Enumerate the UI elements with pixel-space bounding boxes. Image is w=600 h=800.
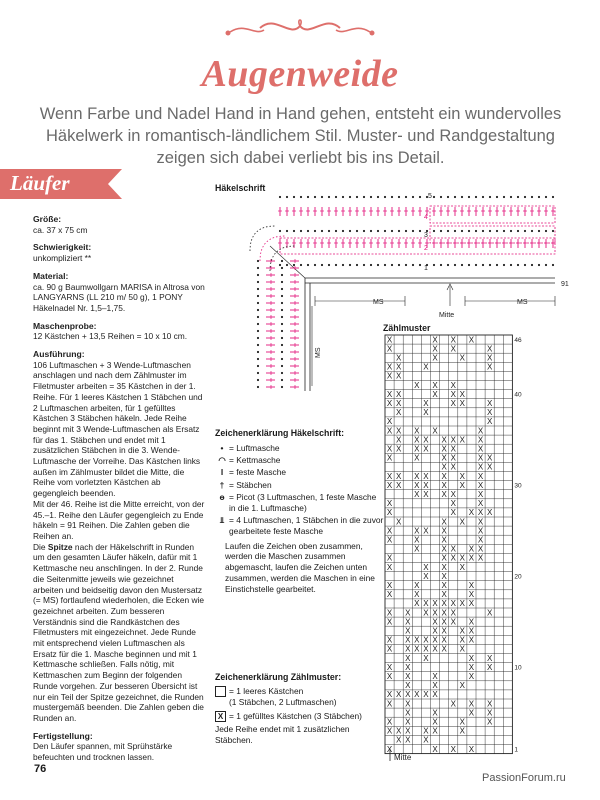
filled-cell: X xyxy=(477,453,484,463)
filled-cell: X xyxy=(386,617,393,627)
filled-cell: X xyxy=(432,626,438,636)
filled-cell: X xyxy=(432,426,438,436)
filled-cell: X xyxy=(386,417,393,427)
filled-cell: X xyxy=(414,581,420,590)
filled-cell: X xyxy=(405,699,411,709)
filled-cell: X xyxy=(414,690,420,700)
execution-paragraph-3: Die Spitze nach der Häkelschrift in Runden um den gesamten Läufer häkeln, dafür mit 1 Kettmasche neu anschlingen. In der 2. Runde die Seitenmitte jeweils wie gezeichnet arbeiten und beidseitig davon den Mustersatz (= MS) fortlaufend wiederholen, die Ecken wie gezeichnet arbeiten. Zum besseren Verständnis sind die Randkästchen des Filetmusters mit eingezeichnet. Jede Runde mit entsprechend vielen Luftmaschen als Ersatz für die 1. Masche beginnen und mit 1 Kettmasche schließen. Falls nötig, mit Kettmaschen zum Beginn der folgenden Runde vorgehen. Zur besseren Übersicht ist nur ein Teil der Spitze gezeichnet, die Runden mustergemäß beenden. Die Zahlen geben die Runden an. xyxy=(33,541,205,723)
filled-cell: X xyxy=(432,644,438,654)
filled-cell: X xyxy=(395,471,402,481)
count-chart-title: Zählmuster xyxy=(383,323,431,333)
filled-cell: X xyxy=(459,626,466,636)
filled-cell: X xyxy=(432,672,438,681)
ms-label-right: MS xyxy=(517,299,528,306)
filled-cell: X xyxy=(441,453,447,463)
filled-cell: X xyxy=(450,599,456,609)
filled-cell: X xyxy=(386,744,393,754)
filled-cell: X xyxy=(386,389,393,399)
count-row-label: 40 xyxy=(514,391,522,399)
filled-cell: X xyxy=(459,399,466,408)
filled-cell: X xyxy=(386,499,393,509)
count-row-label: 1 xyxy=(514,746,519,754)
filled-cell: X xyxy=(459,717,466,727)
filled-cell: X xyxy=(386,526,393,536)
filled-cell: X xyxy=(423,690,429,700)
filled-cell: X xyxy=(386,553,393,563)
filled-cell: X xyxy=(477,499,484,509)
filled-cell: X xyxy=(386,562,393,572)
count-row-label: 10 xyxy=(514,664,522,672)
filled-cell: X xyxy=(450,344,456,354)
filled-cell: X xyxy=(423,399,429,408)
filled-cell: X xyxy=(414,471,420,481)
filled-cell: X xyxy=(395,399,402,408)
filled-cell: X xyxy=(450,380,456,390)
watermark: PassionForum.ru xyxy=(482,772,566,784)
filled-cell: X xyxy=(423,490,429,499)
filled-cell: X xyxy=(423,362,429,372)
filled-cell: X xyxy=(459,635,466,645)
size-text: ca. 37 x 75 cm xyxy=(33,224,88,235)
filled-cell: X xyxy=(477,471,484,481)
filled-cell: X xyxy=(459,471,466,481)
filled-cell: X xyxy=(423,435,429,445)
round-label-4: 4 xyxy=(424,214,428,221)
filled-box-icon: X xyxy=(215,711,226,722)
filled-cell: X xyxy=(468,699,475,709)
filled-cell: X xyxy=(423,635,429,645)
crochet-chart-title: Häkelschrift xyxy=(215,183,266,193)
filled-cell: X xyxy=(486,662,493,672)
filled-cell: X xyxy=(486,608,493,618)
filled-cell: X xyxy=(477,553,484,563)
execution-heading: Ausführung: xyxy=(33,349,85,360)
difficulty-text: unkompliziert ** xyxy=(33,253,92,264)
filled-cell: X xyxy=(386,672,393,681)
filled-cell: X xyxy=(414,490,420,499)
filled-cell: X xyxy=(432,389,438,399)
filled-cell: X xyxy=(414,544,420,554)
filled-cell: X xyxy=(423,644,429,654)
filled-cell: X xyxy=(395,371,402,381)
filled-cell: X xyxy=(386,426,393,436)
count-legend-note: Jede Reihe endet mit 1 zusätzlichen Stäbchen. xyxy=(215,724,350,745)
filled-cell: X xyxy=(486,362,493,372)
empty-box-icon xyxy=(215,686,226,697)
finishing-text: Den Läufer spannen, mit Sprühstärke befeuchten und trocknen lassen. xyxy=(33,741,173,763)
filled-cell: X xyxy=(441,590,447,600)
filled-cell: X xyxy=(459,599,466,609)
filled-cell: X xyxy=(441,553,447,563)
filled-cell: X xyxy=(432,335,438,345)
instructions-column xyxy=(33,214,205,770)
filled-cell: X xyxy=(395,517,402,527)
filled-cell: X xyxy=(432,690,438,700)
filled-cell: X xyxy=(405,681,411,691)
material-text: ca. 90 g Baumwollgarn MARISA in Altrosa von LANGYARNS (LL 210 m/ 50 g), 1 PONY Häkelnadel Nr. 1,5–1,75. xyxy=(33,281,205,313)
filled-cell: X xyxy=(432,608,438,618)
intro-paragraph: Wenn Farbe und Nadel Hand in Hand gehen, entsteht ein wundervolles Häkelwerk in romantisch-ländlichem Stil. Muster- und Randgestaltung zeigen sich dabei verliebt bis ins Detail. xyxy=(39,105,562,167)
gauge-text: 12 Kästchen + 13,5 Reihen = 10 x 10 cm. xyxy=(33,331,188,342)
filled-cell: X xyxy=(395,426,402,436)
filled-cell: X xyxy=(405,735,411,745)
mitte-label: Mitte xyxy=(439,312,455,319)
filled-cell: X xyxy=(486,353,493,363)
filled-cell: X xyxy=(386,344,393,354)
filled-cell: X xyxy=(486,417,493,427)
filled-cell: X xyxy=(450,508,456,518)
double-crochet-icon: † xyxy=(219,479,225,490)
spitze-keyword: Spitze xyxy=(47,541,73,552)
count-legend-title: Zeichenerklärung Zählmuster: xyxy=(215,672,342,682)
crochet-legend xyxy=(215,428,385,595)
picot-icon: ɵ xyxy=(219,491,225,502)
count-row-label: 46 xyxy=(514,337,522,345)
filled-cell: X xyxy=(405,626,411,636)
filled-cell: X xyxy=(441,544,447,554)
filled-cell: X xyxy=(386,590,393,600)
filled-cell: X xyxy=(432,726,438,736)
filled-cell: X xyxy=(477,480,484,490)
filled-cell: X xyxy=(405,635,411,645)
filled-cell: X xyxy=(386,644,393,654)
filled-cell: X xyxy=(468,335,475,345)
filled-cell: X xyxy=(441,571,447,581)
filled-cell: X xyxy=(477,490,484,499)
filled-cell: X xyxy=(423,408,429,418)
filled-cell: X xyxy=(386,662,393,672)
filled-cell: X xyxy=(432,744,438,754)
filled-cell: X xyxy=(459,480,466,490)
filled-cell: X xyxy=(386,535,393,545)
filled-cell: X xyxy=(405,726,411,736)
filled-cell: X xyxy=(486,717,493,727)
filled-cell: X xyxy=(423,526,429,536)
filled-cell: X xyxy=(432,717,438,727)
filled-cell: X xyxy=(414,444,420,454)
row-label-91: 91 xyxy=(561,281,569,288)
filled-cell: X xyxy=(386,726,393,736)
filled-cell: X xyxy=(432,681,438,691)
filled-cell: X xyxy=(450,499,456,509)
ms-label-vertical: MS xyxy=(315,347,322,358)
filled-cell: X xyxy=(386,399,393,408)
filled-cell: X xyxy=(441,435,447,445)
filled-cell: X xyxy=(386,699,393,709)
round-label-1: 1 xyxy=(424,265,428,272)
filled-cell: X xyxy=(441,599,447,609)
filled-cell: X xyxy=(450,490,456,499)
filled-cell: X xyxy=(468,744,475,754)
filled-cell: X xyxy=(459,389,466,399)
filled-cell: X xyxy=(423,653,429,663)
filled-cell: X xyxy=(486,453,493,463)
filled-cell: X xyxy=(423,471,429,481)
filled-cell: X xyxy=(432,708,438,718)
flourish-ornament xyxy=(200,8,400,48)
finishing-heading: Fertigstellung: xyxy=(33,730,93,741)
filled-cell: X xyxy=(386,717,393,727)
filled-cell: X xyxy=(423,562,429,572)
filled-cell: X xyxy=(414,644,420,654)
filled-cell: X xyxy=(441,517,447,527)
filled-cell: X xyxy=(432,599,438,609)
filled-cell: X xyxy=(414,380,420,390)
count-legend xyxy=(215,672,380,746)
filled-cell: X xyxy=(423,571,429,581)
filled-cell: X xyxy=(405,608,411,618)
legend-filled-box: X = 1 gefülltes Kästchen (3 Stäbchen) xyxy=(215,711,380,722)
filled-cell: X xyxy=(441,535,447,545)
filled-cell: X xyxy=(423,726,429,736)
filled-cell: X xyxy=(450,699,456,709)
filled-cell: X xyxy=(468,672,475,681)
filled-cell: X xyxy=(395,444,402,454)
filled-cell: X xyxy=(468,544,475,554)
filled-cell: X xyxy=(386,508,393,518)
filled-cell: X xyxy=(450,544,456,554)
filled-cell: X xyxy=(477,426,484,436)
filled-cell: X xyxy=(395,726,402,736)
filled-cell: X xyxy=(386,635,393,645)
filled-cell: X xyxy=(459,553,466,563)
execution-paragraph-2: Mit der 46. Reihe ist die Mitte erreicht, von der 45.–1. Reihe den Läufer gegengleich zu Ende häkeln = 91 Reihen. Die Zahlen geben die Reihen an. xyxy=(33,498,205,541)
page-number: 76 xyxy=(34,763,47,775)
round-label-5: 5 xyxy=(428,193,432,200)
filled-cell: X xyxy=(395,480,402,490)
filled-cell: X xyxy=(441,626,447,636)
filled-cell: X xyxy=(450,335,456,345)
filled-cell: X xyxy=(468,626,475,636)
filled-cell: X xyxy=(405,717,411,727)
filled-cell: X xyxy=(395,362,402,372)
legend-empty-box: = 1 leeres Kästchen xyxy=(215,686,380,697)
filled-cell: X xyxy=(405,662,411,672)
filled-cell: X xyxy=(441,608,447,618)
filled-cell: X xyxy=(386,581,393,590)
filled-cell: X xyxy=(450,744,456,754)
filled-cell: X xyxy=(477,444,484,454)
filled-cell: X xyxy=(432,353,438,363)
legend-item-chain: • = Luftmasche xyxy=(215,443,385,454)
single-crochet-icon: I xyxy=(220,467,224,478)
filled-cell: X xyxy=(405,644,411,654)
legend-item-double: † = Stäbchen xyxy=(215,480,385,491)
filled-cell: X xyxy=(405,617,411,627)
slip-stitch-icon: ◠ xyxy=(218,455,226,466)
gauge-heading: Maschenprobe: xyxy=(33,320,97,331)
filled-cell: X xyxy=(450,389,456,399)
legend-empty-sub: (1 Stäbchen, 2 Luftmaschen) xyxy=(229,697,337,708)
filled-cell: X xyxy=(395,353,402,363)
filled-cell: X xyxy=(486,708,493,718)
filled-cell: X xyxy=(468,599,475,609)
filled-cell: X xyxy=(414,535,420,545)
count-row-label: 20 xyxy=(514,573,522,581)
size-heading: Größe: xyxy=(33,214,62,224)
filled-cell: X xyxy=(477,526,484,536)
filled-cell: X xyxy=(468,508,475,518)
filled-cell: X xyxy=(450,617,456,627)
filled-cell: X xyxy=(450,453,456,463)
round-label-2: 2 xyxy=(424,245,428,252)
filled-cell: X xyxy=(468,617,475,627)
difficulty-heading: Schwierigkeit: xyxy=(33,242,92,253)
filled-cell: X xyxy=(468,553,475,563)
filled-cell: X xyxy=(468,708,475,718)
filled-cell: X xyxy=(468,581,475,590)
filled-cell: X xyxy=(477,535,484,545)
filled-cell: X xyxy=(395,435,402,445)
filled-cell: X xyxy=(450,553,456,563)
filled-cell: X xyxy=(477,544,484,554)
legend-item-single: I = feste Masche xyxy=(215,467,385,478)
crochet-legend-note: Laufen die Zeichen oben zusammen, werden die Maschen zusammen abgemascht, laufen die Zeichen unten zusammen, werden die Maschen in eine Einstichstelle gearbeitet. xyxy=(225,540,375,594)
filled-cell: X xyxy=(477,462,484,472)
filled-cell: X xyxy=(386,471,393,481)
filled-cell: X xyxy=(468,590,475,600)
page-title: Augenweide xyxy=(201,53,399,95)
filled-cell: X xyxy=(386,444,393,454)
filled-cell: X xyxy=(386,690,393,700)
filled-cell: X xyxy=(432,344,438,354)
filled-cell: X xyxy=(423,608,429,618)
filled-cell: X xyxy=(441,635,447,645)
filled-cell: X xyxy=(450,444,456,454)
filled-cell: X xyxy=(414,426,420,436)
ms-label-left: MS xyxy=(373,299,384,306)
filled-cell: X xyxy=(450,608,456,618)
legend-item-picot: ɵ = Picot (3 Luftmaschen, 1 feste Masche in die 1. Luftmasche) xyxy=(215,492,385,514)
filled-cell: X xyxy=(459,726,466,736)
filled-cell: X xyxy=(395,735,402,745)
legend-item-slip: ◠ = Kettmasche xyxy=(215,455,385,466)
filled-cell: X xyxy=(405,653,411,663)
filled-cell: X xyxy=(441,644,447,654)
filled-cell: X xyxy=(414,435,420,445)
filled-cell: X xyxy=(414,590,420,600)
filled-cell: X xyxy=(477,517,484,527)
filled-cell: X xyxy=(450,435,456,445)
filled-cell: X xyxy=(432,635,438,645)
filled-cell: X xyxy=(423,599,429,609)
filled-cell: X xyxy=(423,735,429,745)
filled-cell: X xyxy=(395,389,402,399)
filled-cell: X xyxy=(432,380,438,390)
filled-cell: X xyxy=(405,708,411,718)
filled-cell: X xyxy=(441,462,447,472)
filled-cell: X xyxy=(450,399,456,408)
filled-cell: X xyxy=(450,462,456,472)
filled-cell: X xyxy=(486,408,493,418)
filled-cell: X xyxy=(468,653,475,663)
filled-cell: X xyxy=(486,699,493,709)
legend-item-cluster: ⫫ = 4 Luftmaschen, 1 Stäbchen in die zuvor gearbeitete feste Masche xyxy=(215,515,385,537)
filled-cell: X xyxy=(486,462,493,472)
filled-cell: X xyxy=(459,562,466,572)
filled-cell: X xyxy=(441,480,447,490)
filled-cell: X xyxy=(441,617,447,627)
filled-cell: X xyxy=(414,635,420,645)
filled-cell: X xyxy=(468,635,475,645)
filled-cell: X xyxy=(386,335,393,345)
filled-cell: X xyxy=(414,599,420,609)
section-tab-label: Läufer xyxy=(10,171,70,195)
filled-cell: X xyxy=(432,617,438,627)
cluster-icon: ⫫ xyxy=(219,515,225,526)
filled-cell: X xyxy=(386,480,393,490)
filled-cell: X xyxy=(459,517,466,527)
filled-cell: X xyxy=(441,444,447,454)
filled-cell: X xyxy=(486,344,493,354)
filled-cell: X xyxy=(414,526,420,536)
filled-cell: X xyxy=(441,581,447,590)
filled-cell: X xyxy=(441,562,447,572)
filled-cell: X xyxy=(486,653,493,663)
chain-stitch-icon: • xyxy=(220,442,224,453)
count-row-label: 30 xyxy=(514,482,522,490)
filled-cell: X xyxy=(423,480,429,490)
filled-cell: X xyxy=(405,672,411,681)
filled-cell: X xyxy=(386,608,393,618)
filled-cell: X xyxy=(477,508,484,518)
filled-cell: X xyxy=(395,408,402,418)
filled-cell: X xyxy=(486,508,493,518)
filled-cell: X xyxy=(468,662,475,672)
filled-cell: X xyxy=(386,362,393,372)
filled-cell: X xyxy=(414,453,420,463)
filled-cell: X xyxy=(459,353,466,363)
filled-cell: X xyxy=(459,644,466,654)
filled-cell: X xyxy=(423,444,429,454)
execution-paragraph-1: 106 Luftmaschen + 3 Wende-Luftmaschen anschlagen und nach dem Zählmuster im Filetmuster arbeiten = 35 Kästchen in der 1. Reihe. Für 1 leeres Kästchen 1 Stäbchen und 2 Luftmaschen arbeiten, für 1 gefülltes Kästchen 3 Stäbchen häkeln. Jede Reihe beginnt mit 3 Wende-Luftmaschen als Ersatz für das 1. Stäbchen und endet mit 1 zusätzlichen Stäbchen in die 3. Wende-Luftmasche der Vorreihe. Das Kästchen links außen im Zählmuster bildet die Mitte, die Reihe vom vorletzten Kästchen ab gegengleich beenden. xyxy=(33,359,203,499)
filled-cell: X xyxy=(477,435,484,445)
count-chart xyxy=(380,330,580,764)
count-chart-mitte-label: Mitte xyxy=(394,753,412,762)
filled-cell: X xyxy=(386,371,393,381)
filled-cell: X xyxy=(395,690,402,700)
material-heading: Material: xyxy=(33,270,69,281)
filled-cell: X xyxy=(459,435,466,445)
filled-cell: X xyxy=(441,490,447,499)
filled-cell: X xyxy=(486,399,493,408)
filled-cell: X xyxy=(414,480,420,490)
filled-cell: X xyxy=(405,690,411,700)
round-label-3: 3 xyxy=(424,232,428,239)
filled-cell: X xyxy=(441,471,447,481)
crochet-legend-title: Zeichenerklärung Häkelschrift: xyxy=(215,428,345,438)
filled-cell: X xyxy=(441,526,447,536)
filled-cell: X xyxy=(386,453,393,463)
filled-cell: X xyxy=(459,681,466,691)
